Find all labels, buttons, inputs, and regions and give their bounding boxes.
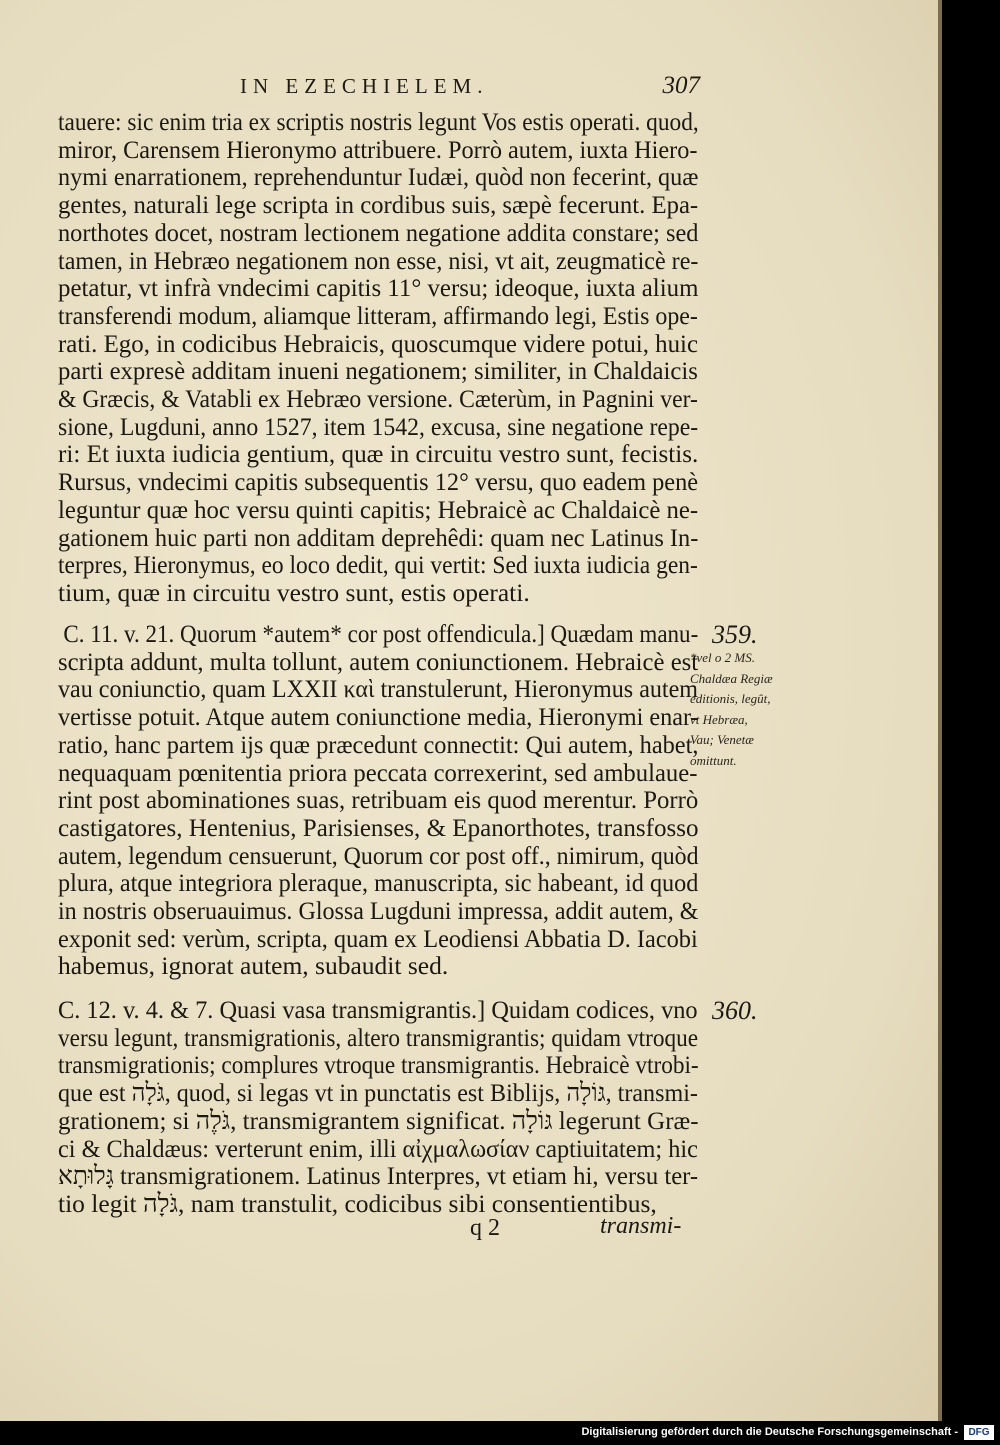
text-line: transferendi modum, aliamque litteram, affirmando legi, Estis ope-	[58, 300, 698, 330]
text-line: nymi enarrationem, reprehenduntur Iudæi, quòd non fecerint, quæ	[58, 162, 699, 192]
side-note	[690, 648, 790, 771]
paragraph-3	[58, 996, 698, 1218]
text-line: vertisse potuit. Atque autem coniunctione media, Hieronymi enar-	[58, 702, 699, 732]
text-line: exponit sed: verùm, scripta, quam ex Leodiensi Abbatia D. Iacobi	[58, 923, 698, 953]
text-line: castigatores, Hentenius, Parisienses, & Epanorthotes, transfosso	[58, 812, 699, 842]
text-line: grationem; si גֹּלֶה, transmigrantem significat. גּוֹלָה legerunt Græ-	[58, 1105, 699, 1135]
text-line: autem, legendum censuerunt, Quorum cor post off., nimirum, quòd	[58, 840, 699, 870]
signature-mark: q 2	[470, 1215, 500, 1241]
text-line: gationem huic parti non additam deprehêdi: quam nec Latinus In-	[58, 522, 699, 552]
text-line: גָּלוּתָא transmigrationem. Latinus Interpres, vt etiam hi, versu ter-	[58, 1161, 699, 1191]
text-line: gentes, naturali lege scripta in cordibus suis, sæpè fecerunt. Epa-	[58, 190, 699, 220]
side-note-line: editionis, legût,	[690, 691, 771, 706]
text-line: terpres, Hieronymus, eo loco dedit, qui vertit: Sed iuxta iudicia gen-	[58, 550, 698, 580]
text-line: scripta addunt, multa tollunt, autem coniunctionem. Hebraicè est	[58, 646, 699, 676]
text-line: plura, atque integriora pleraque, manuscripta, sic habeant, id quod	[58, 868, 699, 898]
text-line: transmigrationis; complures vtroque transmigrantis. Hebraicè vtrobi-	[58, 1050, 699, 1080]
text-line: tio legit גֹּלָה, nam transtulit, codicibus sibi consentientibus,	[58, 1188, 657, 1218]
text-line: tamen, in Hebræo negationem non esse, nisi, vt ait, zeugmaticè re-	[58, 245, 699, 275]
side-note-line: omittunt.	[690, 752, 737, 768]
text-line: in nostris obseruauimus. Glossa Lugduni impressa, addit autem, &	[58, 896, 699, 926]
text-line: versu legunt, transmigrationis, altero transmigrantis; quidam vtroque	[58, 1022, 699, 1052]
text-line: & Græcis, & Vatabli ex Hebræo versione. Cæterùm, in Pagnini ver-	[58, 384, 698, 414]
text-line: petatur, vt infrà vndecimi capitis 11° versu; ideoque, iuxta alium	[58, 273, 699, 303]
text-line: nequaquam pœnitentia priora peccata correxerint, sed ambulaue-	[58, 757, 698, 787]
text-line: ratio, hanc partem ijs quæ præcedunt connectit: Qui autem, habet,	[58, 729, 699, 759]
text-line: parti expresè additam inueni negationem; similiter, in Chaldaicis	[58, 356, 698, 386]
text-line: C. 12. v. 4. & 7. Quasi vasa transmigrantis.] Quidam codices, vno	[58, 995, 698, 1024]
side-note-line: vt Hebræa,	[690, 711, 748, 727]
text-line: habemus, ignorat autem, subaudit sed.	[58, 951, 449, 981]
text-line: ci & Chaldæus: verterunt enim, illi αἰχμαλωσίαν captiuitatem; hic	[58, 1133, 698, 1163]
side-note-line: Chaldæa Regiæ	[690, 670, 773, 686]
text-line: miror, Carensem Hieronymo attribuere. Porrò autem, iuxta Hiero-	[58, 134, 698, 164]
text-line: rati. Ego, in codicibus Hebraicis, quoscumque videre potui, huic	[58, 328, 699, 358]
text-line: tium, quæ in circuitu vestro sunt, estis operati.	[58, 577, 530, 607]
text-line: Rursus, vndecimi capitis subsequentis 12° versu, quo eadem penè	[58, 467, 699, 497]
paragraph-1	[58, 108, 698, 607]
dfg-logo-icon: DFG	[964, 1425, 994, 1440]
note-number-359: 359.	[712, 620, 758, 649]
running-head: IN EZECHIELEM.	[240, 74, 489, 98]
text-line: sione, Lugduni, anno 1527, item 1542, excusa, sine negatione repe-	[58, 411, 699, 441]
banner-text: Digitalisierung gefördert durch die Deutsche Forschungsgemeinschaft -	[581, 1426, 958, 1438]
catchword: transmi-	[600, 1213, 682, 1239]
side-note-line: Vau; Venetæ	[690, 732, 754, 747]
page-header	[240, 74, 700, 104]
text-line: rint post abominationes suas, retribuam eis quod merentur. Porrò	[58, 785, 699, 815]
page-number: 307	[662, 72, 700, 99]
text-line: tauere: sic enim tria ex scriptis nostris legunt Vos estis operati. quod,	[58, 107, 699, 136]
side-note-line: *vel o 2 MS.	[690, 650, 755, 665]
page-edge	[938, 0, 942, 1421]
text-line: ri: Et iuxta iudicia gentium, quæ in circuitu vestro sunt, fecistis.	[58, 439, 699, 469]
text-line: leguntur quæ hoc versu quinti capitis; Hebraicè ac Chaldaicè ne-	[58, 494, 699, 524]
note-number-360: 360.	[712, 996, 758, 1025]
digitization-banner	[0, 1421, 1000, 1445]
text-line: vau coniunctio, quam LXXII καὶ transtulerunt, Hieronymus autem	[58, 674, 699, 704]
text-line: C. 11. v. 21. Quorum *autem* cor post offendicula.] Quædam manu-	[63, 619, 699, 648]
paragraph-2	[58, 620, 698, 980]
text-line: northotes docet, nostram lectionem negatione addita constare; sed	[58, 217, 699, 247]
text-line: que est גֹּלָה, quod, si legas vt in punctatis est Biblijs, גּוֹלָה, transmi-	[58, 1078, 698, 1108]
